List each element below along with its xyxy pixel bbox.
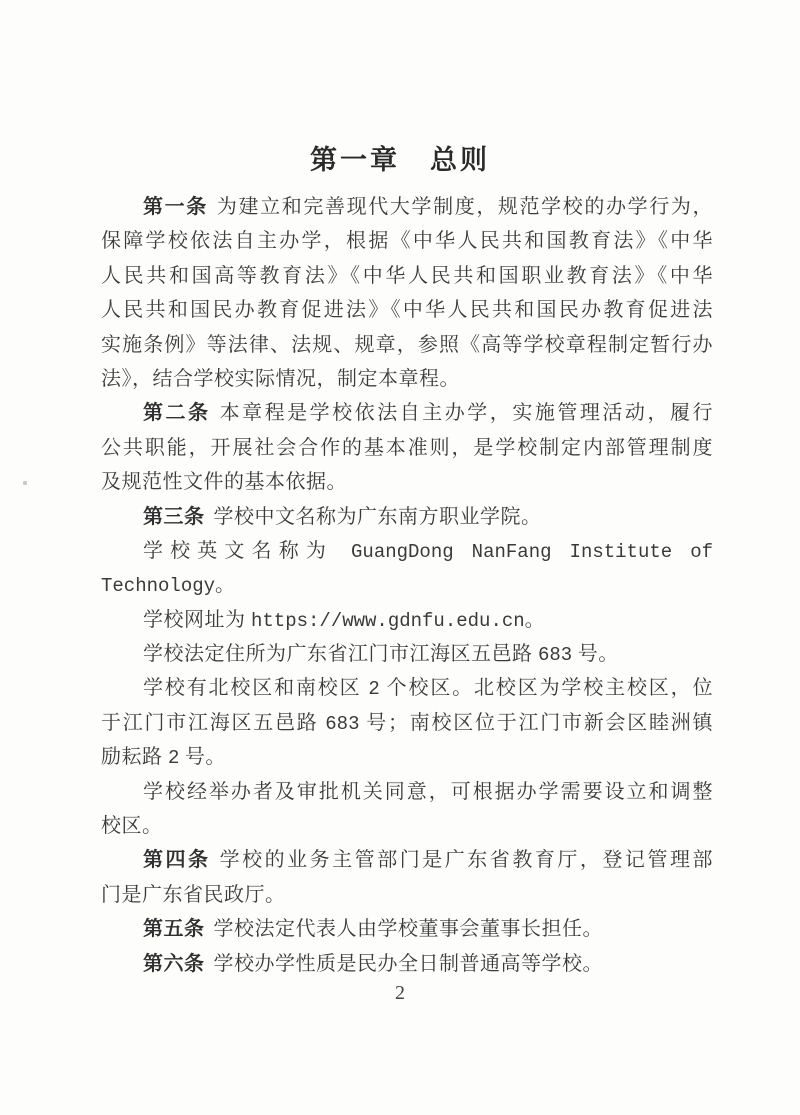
body-text: 为建立和完善现代大学制度，规范学校的办学行为， <box>216 196 714 218</box>
text-line <box>101 431 713 465</box>
body-text: 。 <box>524 608 546 631</box>
body-text: 。 <box>215 574 236 597</box>
text-line <box>101 671 713 705</box>
body-text: 学校英文名称为 <box>143 539 333 562</box>
latin-text: 683 <box>325 712 360 735</box>
latin-text: GuangDong NanFang Institute of <box>332 540 713 563</box>
text-line <box>101 740 713 774</box>
article-number: 第五条 <box>143 918 205 941</box>
latin-text: Technology <box>101 575 216 598</box>
latin-text: 2 <box>368 678 380 701</box>
text-line <box>101 190 713 224</box>
text-line <box>101 809 713 843</box>
text-line <box>101 328 713 362</box>
body-text: 励耘路 <box>101 746 168 769</box>
text-line <box>101 465 713 499</box>
body-text: 法》，结合学校实际情况，制定本章程。 <box>101 367 460 390</box>
text-line <box>101 775 713 809</box>
text-line <box>101 259 713 293</box>
article-number: 第二条 <box>143 402 211 425</box>
latin-text: https://www.gdnfu.edu.cn <box>251 609 525 632</box>
body-text: 门是广东省民政厅。 <box>101 883 286 906</box>
text-line <box>101 293 713 327</box>
text-line <box>101 396 713 430</box>
body-text: 学校法定住所为广东省江门市江海区五邑路 <box>143 643 538 666</box>
body-text: 实施条例》等法律、法规、规章，参照《高等学校章程制定暂行办 <box>101 333 713 356</box>
body-text: 学校办学性质是民办全日制普通高等学校。 <box>213 952 603 975</box>
body-text: 校区。 <box>101 815 163 838</box>
body-text: 学校的业务主管部门是广东省教育厅，登记管理部 <box>219 849 713 872</box>
text-line <box>101 843 713 877</box>
latin-text: 2 <box>168 747 180 770</box>
body-text: 号；南校区位于江门市新会区睦洲镇 <box>359 711 714 734</box>
text-line <box>101 224 713 258</box>
article-number: 第四条 <box>143 849 211 872</box>
text-line <box>101 568 713 602</box>
text-line <box>101 947 713 981</box>
text-line <box>101 637 713 671</box>
body-text: 学校中文名称为广东南方职业学院。 <box>213 505 542 528</box>
body-text: 及规范性文件的基本依据。 <box>101 471 347 494</box>
chapter-title: 第一章 总则 <box>310 145 490 175</box>
text-line <box>101 500 713 534</box>
document-body <box>101 190 713 981</box>
body-text: 学校法定代表人由学校董事会董事长担任。 <box>213 918 603 941</box>
body-text: 公共职能，开展社会合作的基本准则，是学校制定内部管理制度 <box>101 436 713 459</box>
text-line <box>101 362 713 396</box>
article-number: 第六条 <box>143 952 205 975</box>
text-line <box>101 603 713 637</box>
body-text: 学校有北校区和南校区 <box>143 677 369 700</box>
body-text: 学校网址为 <box>143 608 251 631</box>
text-line <box>101 534 713 568</box>
body-text: 个校区。北校区为学校主校区，位 <box>379 677 714 700</box>
body-text: 人民共和国高等教育法》《中华人民共和国职业教育法》《中华 <box>101 264 713 287</box>
body-text: 于江门市江海区五邑路 <box>101 711 326 734</box>
text-line <box>101 912 713 946</box>
body-text: 学校经举办者及审批机关同意，可根据办学需要设立和调整 <box>143 780 713 803</box>
body-text: 号。 <box>572 643 619 666</box>
body-text: 号。 <box>179 746 226 769</box>
page-number: 2 <box>395 982 405 1004</box>
scan-speck <box>23 481 27 485</box>
latin-text: 683 <box>538 644 573 667</box>
article-number: 第三条 <box>143 505 205 528</box>
text-line <box>101 878 713 912</box>
body-text: 人民共和国民办教育促进法》《中华人民共和国民办教育促进法 <box>101 299 713 322</box>
article-number: 第一条 <box>143 196 208 218</box>
text-line <box>101 706 713 740</box>
body-text: 保障学校依法自主办学，根据《中华人民共和国教育法》《中华 <box>101 230 713 253</box>
body-text: 本章程是学校依法自主办学，实施管理活动，履行 <box>219 402 713 425</box>
